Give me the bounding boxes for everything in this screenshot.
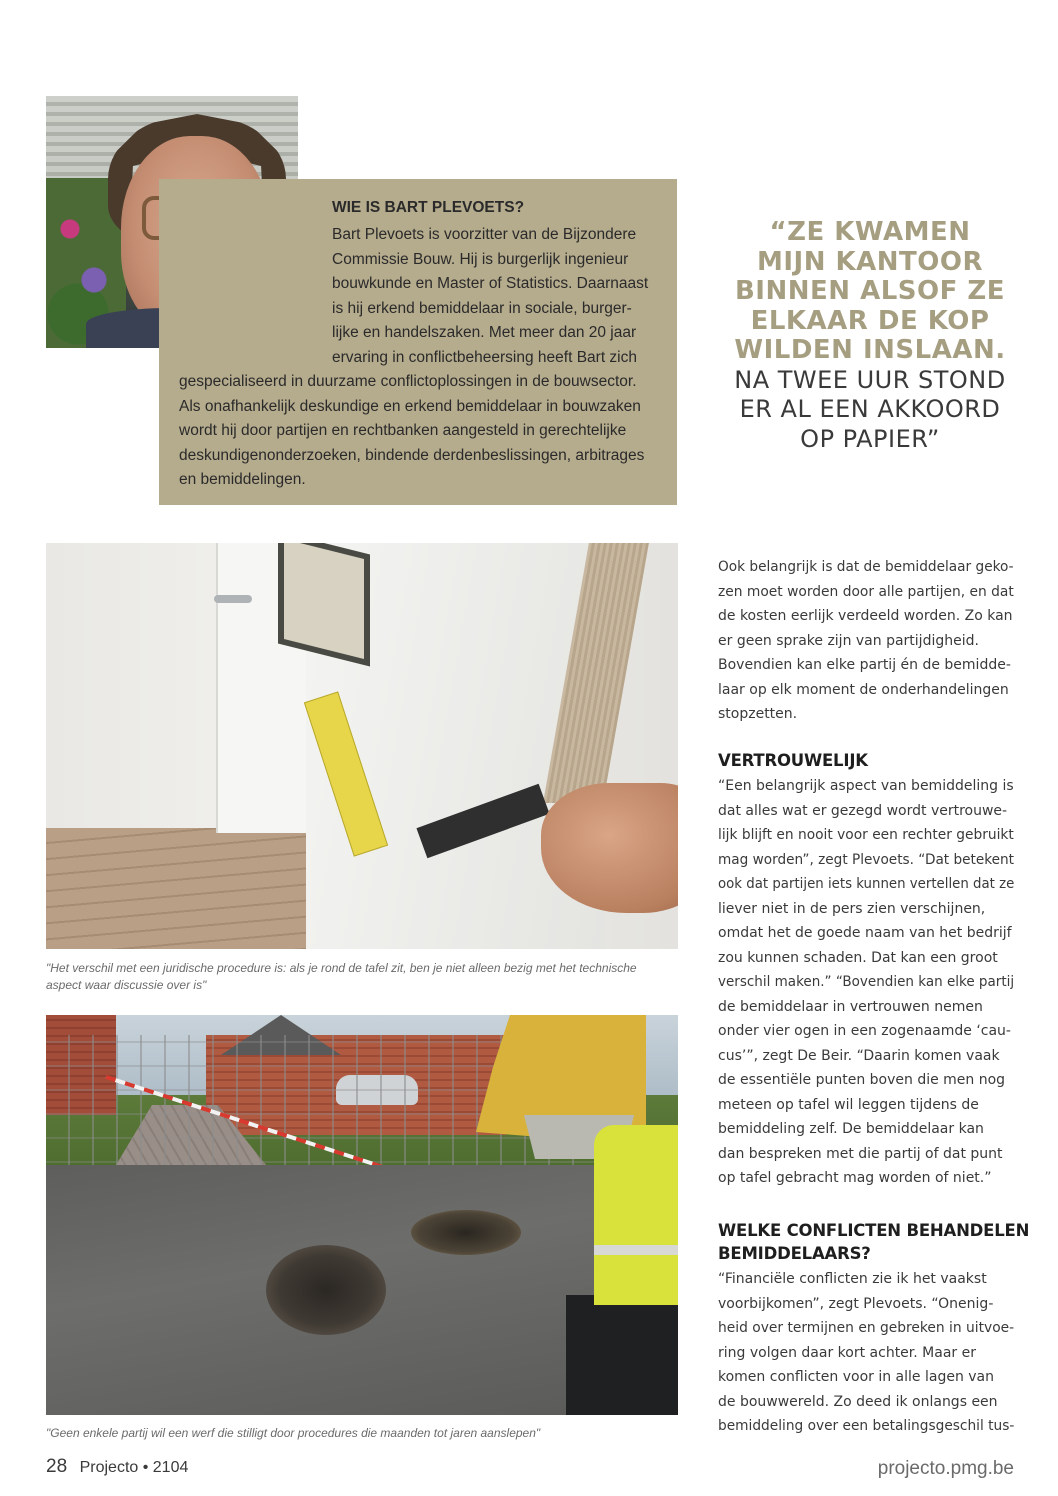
body-line: ook dat partijen iets kunnen vertellen dat ze: [718, 876, 1015, 892]
body-line: cus’”, zegt De Beir. “Daarin komen vaak: [718, 1047, 1000, 1064]
body-line: de essentiële punten boven die men nog: [718, 1072, 1006, 1088]
bio-line: Als onafhankelijk deskundige en erkend bemiddelaar in bouwzaken: [179, 397, 641, 415]
quote-line: NA TWEE UUR STOND: [734, 365, 1006, 394]
quote-line: MIJN KANTOOR: [756, 246, 984, 277]
section-heading: VERTROUWELIJK: [718, 751, 868, 770]
quote-line: ER AL EEN AKKOORD: [739, 395, 1001, 423]
safety-vest: [594, 1125, 678, 1305]
quote-line: “ZE KWAMEN: [769, 217, 971, 247]
sinkhole: [411, 1210, 521, 1255]
bio-line: Bart Plevoets is voorzitter van de Bijzondere: [332, 226, 637, 243]
quote-line: WILDEN INSLAAN.: [734, 335, 1006, 365]
body-line: bemiddeling zelf. De bemiddelaar kan: [718, 1121, 984, 1137]
body-line: er geen sprake zijn van partijdigheid.: [718, 632, 979, 649]
publication-name: Projecto • 2104: [79, 1459, 189, 1476]
body-line: bemiddeling over een betalingsgeschil tus-: [718, 1418, 1015, 1434]
body-line: lijk blijft en nooit voor een rechter gebruikt: [718, 827, 1014, 843]
body-line: omdat het de goede naam van het bedrijf: [718, 925, 1012, 941]
body-line: heid over termijnen en gebreken in uitvoe-: [718, 1320, 1015, 1336]
vest-stripe: [594, 1245, 678, 1255]
body-line: op tafel gebracht mag worden of niet.”: [718, 1170, 992, 1186]
body-line: zou kunnen schaden. Dat kan een groot: [718, 949, 998, 966]
ruler-wall-photo: [46, 543, 678, 949]
body-line: voorbijkomen”, zegt Plevoets. “Onenig-: [718, 1295, 994, 1312]
body-line: verschil maken.” “Bovendien kan elke partij: [718, 974, 1015, 990]
photo-caption: "Het verschil met een juridische procedure is: als je rond de tafel zit, ben je niet alleen bezig met het technische: [46, 961, 637, 975]
section-heading: BEMIDDELAARS?: [718, 1244, 871, 1263]
body-line: meteen op tafel wil leggen tijdens de: [718, 1096, 979, 1113]
quote-line: ELKAAR DE KOP: [750, 305, 990, 336]
quote-line: BINNEN ALSOF ZE: [734, 276, 1006, 306]
body-line: dan bespreken met die partij of dat punt: [718, 1145, 1003, 1162]
bio-line: gespecialiseerd in duurzame conflictoplossingen in de bouwsector.: [179, 373, 637, 390]
bio-line: deskundigenonderzoeken, bindende derdenbeslissingen, arbitrages: [179, 446, 645, 464]
body-line: de bouwwereld. Zo deed ik onlangs een: [718, 1393, 998, 1410]
sinkhole-photo: [46, 1015, 678, 1415]
body-line: laar op elk moment de onderhandelingen: [718, 681, 1009, 698]
photo-caption: aspect waar discussie over is": [46, 978, 207, 992]
bio-line: en bemiddelingen.: [179, 471, 306, 488]
bio-line: bouwkunde en Master of Statistics. Daarnaast: [332, 275, 649, 292]
body-line: dat alles wat er gezegd wordt vertrouwe-: [718, 802, 1008, 819]
body-line: Bovendien kan elke partij én de bemidde-: [718, 657, 1011, 673]
body-line: de bemiddelaar in vertrouwen nemen: [718, 998, 983, 1015]
photo-caption: "Geen enkele partij wil een werf die stilligt door procedures die maanden tot jaren aanslepen": [46, 1426, 541, 1440]
bio-line: is hij erkend bemiddelaar in sociale, burger-: [332, 299, 632, 317]
body-line: zen moet worden door alle partijen, en dat: [718, 583, 1014, 600]
body-line: stopzetten.: [718, 706, 798, 722]
door-handle-icon: [214, 595, 252, 603]
worker-pants: [566, 1295, 678, 1415]
pull-quote: [700, 218, 1040, 454]
body-line: komen conflicten voor in alle lagen van: [718, 1369, 995, 1385]
body-line: de kosten eerlijk verdeeld worden. Zo kan: [718, 608, 1013, 624]
footer-url[interactable]: projecto.pmg.be: [877, 1458, 1014, 1479]
page-number: 28: [46, 1456, 68, 1477]
body-line: mag worden”, zegt Plevoets. “Dat betekent: [718, 851, 1015, 868]
bio-line: wordt hij door partijen en rechtbanken aangesteld in gerechtelijke: [179, 422, 627, 439]
quote-line: OP PAPIER”: [800, 424, 940, 453]
body-line: ring volgen daar kort achter. Maar er: [718, 1344, 976, 1361]
bio-line: lijke en handelszaken. Met meer dan 20 jaar: [332, 324, 637, 341]
sinkhole: [266, 1245, 386, 1335]
section-heading: WELKE CONFLICTEN BEHANDELEN: [718, 1221, 1030, 1240]
footer-left: [46, 1456, 188, 1478]
bio-line: Commissie Bouw. Hij is burgerlijk ingenieur: [332, 250, 629, 268]
body-line: liever niet in de pers zien verschijnen,: [718, 900, 986, 917]
bio-line: ervaring in conflictbeheersing heeft Bart zich: [332, 348, 637, 366]
body-line: “Een belangrijk aspect van bemiddeling is: [718, 778, 1014, 794]
body-line: “Financiële conflicten zie ik het vaakst: [718, 1271, 987, 1287]
bio-box: [159, 179, 677, 505]
bio-title: WIE IS BART PLEVOETS?: [332, 199, 525, 216]
body-line: Ook belangrijk is dat de bemiddelaar geko-: [718, 559, 1014, 575]
body-line: onder vier ogen in een zogenaamde ‘cau-: [718, 1023, 1011, 1039]
